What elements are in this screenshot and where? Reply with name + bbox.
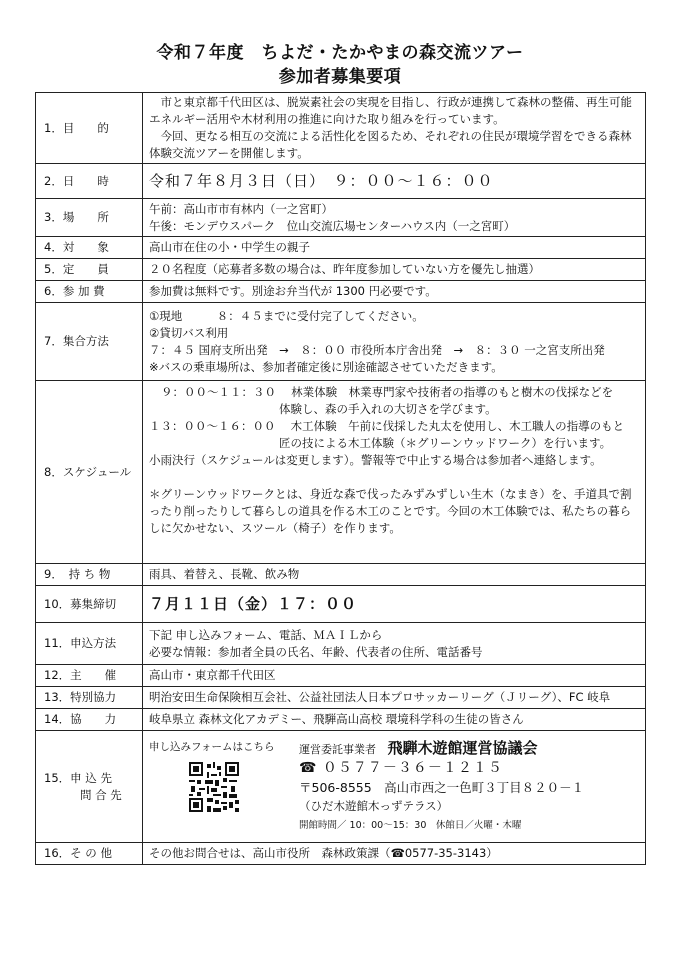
label-deadline: 10．募集締切 [36, 586, 143, 623]
value-deadline: ７月１１日（金）１７：００ [143, 586, 646, 623]
value-fee: 参加費は無料です。別途お弁当代が 1300 円必要です。 [143, 281, 646, 303]
value-meeting [143, 303, 646, 381]
apply-l2: 必要な情報：参加者全員の氏名、年齢、代表者の住所、電話番号 [149, 644, 483, 659]
schedule-am-2: 体験し、森の手入れの大切さを学びます。 [279, 402, 497, 416]
label-datetime: 2．日 時 [36, 164, 143, 199]
purpose-p1: 市と東京都千代田区は、脱炭素社会の実現を目指し、行政が連携して森林の整備、再生可能エネルギー活用や木材利用の推進に向けた取り組みを行っています。 [149, 95, 632, 126]
qr-code-icon[interactable] [189, 762, 239, 812]
value-items: 雨具、着替え、長靴、飲み物 [143, 564, 646, 586]
label-special: 13．特別協力 [36, 687, 143, 709]
document-title: 令和７年度 ちよだ・たかやまの森交流ツアー [156, 43, 524, 63]
value-apply [143, 623, 646, 665]
row-contact [36, 731, 646, 843]
value-capacity: ２０名程度（応募者多数の場合は、昨年度参加していない方を優先し抽選） [143, 259, 646, 281]
form-caption: 申し込みフォームはこちら [149, 740, 275, 753]
row-target [36, 237, 646, 259]
label-meeting: 7．集合方法 [36, 303, 143, 381]
row-purpose [36, 93, 646, 164]
row-deadline [36, 586, 646, 623]
meeting-l3: ７：４５ 国府支所出発 → ８：００ 市役所本庁舎出発 → ８：３０ 一之宮支所出発 [149, 342, 605, 357]
value-schedule [143, 381, 646, 564]
row-place [36, 199, 646, 237]
label-target: 4．対 象 [36, 237, 143, 259]
row-schedule [36, 381, 646, 564]
schedule-pm-2: 匠の技による木工体験（＊グリーンウッドワーク）を行います。 [279, 436, 612, 450]
label-schedule: 8．スケジュール [36, 381, 143, 564]
row-capacity [36, 259, 646, 281]
schedule-note-gww: ＊グリーンウッドワークとは、身近な森で伐ったみずみずしい生木（なまき）を、手道具で割ったり削ったりして暮らしの道具を作る木工のことです。今回の木工体験では、私たちの暮らしに欠かせない、スツール（椅子）を作ります。 [149, 487, 632, 535]
value-special: 明治安田生命保険相互会社、公益社団法人日本プロサッカーリーグ（Ｊリーグ）、FC 岐阜 [143, 687, 646, 709]
contact-label-1: 15．申 込 先 [44, 770, 112, 785]
meeting-l2: ②貸切バス利用 [149, 325, 229, 340]
row-coop [36, 709, 646, 731]
value-place [143, 199, 646, 237]
meeting-l4: ※バスの乗車場所は、参加者確定後に別途確認させていただきます。 [149, 359, 503, 374]
row-apply [36, 623, 646, 665]
row-fee [36, 281, 646, 303]
meeting-l1: ①現地 ８：４５までに受付完了してください。 [149, 308, 424, 323]
value-coop: 岐阜県立 森林文化アカデミー、飛騨高山高校 環境科学科の生徒の皆さん [143, 709, 646, 731]
org-name: 飛騨木遊館運営協議会 [387, 738, 538, 757]
place-pm: 午後：モンデウスパーク 位山交流広場センターハウス内（一之宮町） [149, 218, 516, 233]
org-prefix: 運営委託事業者 [299, 742, 376, 756]
label-purpose: 1．目 的 [36, 93, 143, 164]
label-contact [36, 731, 143, 843]
schedule-pm-1: １３：００～１６：００ 木工体験 午前に伐採した丸太を使用し、木工職人の指導のもと [149, 419, 625, 433]
value-contact [143, 731, 646, 843]
label-place: 3．場 所 [36, 199, 143, 237]
label-coop: 14．協 力 [36, 709, 143, 731]
row-datetime [36, 164, 646, 199]
label-capacity: 5．定 員 [36, 259, 143, 281]
contact-label-2: 問 合 先 [80, 787, 122, 802]
contact-tel: ☎ ０５７７－３６－１２１５ [299, 759, 503, 776]
value-other: その他お問合せは、高山市役所 森林政策課（☎0577-35-3143） [143, 843, 646, 865]
contact-address-2: （ひだ木遊館木っずテラス） [299, 798, 449, 813]
value-target: 高山市在住の小・中学生の親子 [143, 237, 646, 259]
row-other [36, 843, 646, 865]
document-subtitle: 参加者募集要項 [278, 67, 402, 87]
value-datetime: 令和７年８月３日（日） ９：００～１６：００ [143, 164, 646, 199]
row-special [36, 687, 646, 709]
purpose-p2: 今回、更なる相互の交流による活性化を図るため、それぞれの住民が環境学習をできる森林体験交流ツアーを開催します。 [149, 129, 632, 160]
label-host: 12．主 催 [36, 665, 143, 687]
value-host: 高山市・東京都千代田区 [143, 665, 646, 687]
label-fee: 6．参 加 費 [36, 281, 143, 303]
place-am: 午前：高山市市有林内（一之宮町） [149, 201, 333, 216]
apply-l1: 下記 申し込みフォーム、電話、ＭＡＩＬから [149, 627, 383, 642]
schedule-note-rain: 小雨決行（スケジュールは変更します）。警報等で中止する場合は参加者へ連絡します。 [149, 453, 602, 467]
row-meeting [36, 303, 646, 381]
value-purpose [143, 93, 646, 164]
row-items [36, 564, 646, 586]
contact-hours: 開館時間／ 10：00～15：30 休館日／火曜・木曜 [299, 819, 522, 831]
row-host [36, 665, 646, 687]
schedule-am-1: ９：００～１１：３０ 林業体験 林業専門家や技術者の指導のもと樹木の伐採などを [161, 385, 614, 399]
label-apply: 11．申込方法 [36, 623, 143, 665]
label-items: 9． 持 ち 物 [36, 564, 143, 586]
contact-address: 〒506-8555 高山市西之一色町３丁目８２０－１ [299, 779, 585, 795]
info-table [35, 92, 646, 865]
label-other: 16．そ の 他 [36, 843, 143, 865]
